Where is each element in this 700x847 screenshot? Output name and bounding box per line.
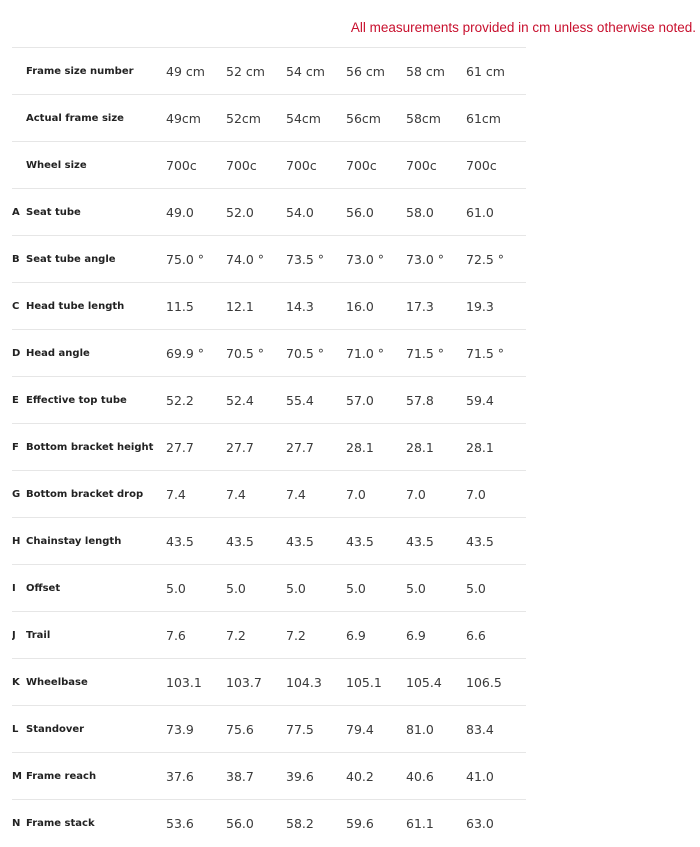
row-value: 7.0: [466, 471, 526, 518]
row-value: 41.0: [466, 753, 526, 800]
row-value: 73.0 °: [346, 236, 406, 283]
row-value: 7.6: [166, 612, 226, 659]
table-row: [12, 471, 526, 518]
row-value: 61cm: [466, 95, 526, 142]
table-row: [12, 659, 526, 706]
row-value: 61.1: [406, 800, 466, 847]
row-value: 106.5: [466, 659, 526, 706]
row-value: 70.5 °: [226, 330, 286, 377]
table-row: [12, 377, 526, 424]
row-letter: [12, 142, 26, 189]
row-label: Trail: [26, 612, 166, 659]
units-note: All measurements provided in cm unless otherwise noted.: [350, 20, 696, 35]
row-value: 70.5 °: [286, 330, 346, 377]
table-row: [12, 800, 526, 847]
row-value: 103.7: [226, 659, 286, 706]
row-value: 56cm: [346, 95, 406, 142]
row-value: 7.4: [226, 471, 286, 518]
row-value: 54.0: [286, 189, 346, 236]
row-value: 7.4: [286, 471, 346, 518]
row-value: 11.5: [166, 283, 226, 330]
row-value: 14.3: [286, 283, 346, 330]
table-row: [12, 95, 526, 142]
row-value: 43.5: [466, 518, 526, 565]
row-letter: B: [12, 236, 26, 283]
row-value: 43.5: [166, 518, 226, 565]
row-value: 6.6: [466, 612, 526, 659]
row-value: 103.1: [166, 659, 226, 706]
row-letter: F: [12, 424, 26, 471]
row-value: 61.0: [466, 189, 526, 236]
row-value: 71.0 °: [346, 330, 406, 377]
row-letter: M: [12, 753, 26, 800]
row-label: Frame stack: [26, 800, 166, 847]
row-value: 12.1: [226, 283, 286, 330]
row-value: 58cm: [406, 95, 466, 142]
row-label: Bottom bracket height: [26, 424, 166, 471]
row-label: Standover: [26, 706, 166, 753]
table-row: [12, 236, 526, 283]
row-value: 52.4: [226, 377, 286, 424]
table-row: [12, 753, 526, 800]
row-value: 5.0: [286, 565, 346, 612]
row-value: 61 cm: [466, 48, 526, 95]
row-value: 40.6: [406, 753, 466, 800]
row-value: 49 cm: [166, 48, 226, 95]
row-value: 700c: [346, 142, 406, 189]
row-value: 40.2: [346, 753, 406, 800]
row-value: 55.4: [286, 377, 346, 424]
row-value: 49.0: [166, 189, 226, 236]
row-letter: J: [12, 612, 26, 659]
row-value: 52cm: [226, 95, 286, 142]
row-value: 79.4: [346, 706, 406, 753]
row-value: 700c: [286, 142, 346, 189]
row-value: 59.6: [346, 800, 406, 847]
row-value: 28.1: [466, 424, 526, 471]
row-value: 73.0 °: [406, 236, 466, 283]
row-value: 72.5 °: [466, 236, 526, 283]
row-value: 7.2: [286, 612, 346, 659]
row-value: 700c: [406, 142, 466, 189]
row-value: 6.9: [406, 612, 466, 659]
row-value: 43.5: [286, 518, 346, 565]
row-value: 75.6: [226, 706, 286, 753]
row-value: 105.1: [346, 659, 406, 706]
geometry-table-body: [12, 48, 526, 847]
row-value: 81.0: [406, 706, 466, 753]
row-value: 59.4: [466, 377, 526, 424]
row-letter: C: [12, 283, 26, 330]
row-value: 19.3: [466, 283, 526, 330]
row-value: 83.4: [466, 706, 526, 753]
row-value: 71.5 °: [406, 330, 466, 377]
row-value: 5.0: [346, 565, 406, 612]
row-label: Frame size number: [26, 48, 166, 95]
row-label: Effective top tube: [26, 377, 166, 424]
row-label: Wheel size: [26, 142, 166, 189]
row-value: 38.7: [226, 753, 286, 800]
row-value: 105.4: [406, 659, 466, 706]
row-value: 7.0: [346, 471, 406, 518]
table-row: [12, 142, 526, 189]
row-value: 57.0: [346, 377, 406, 424]
table-row: [12, 330, 526, 377]
row-value: 6.9: [346, 612, 406, 659]
table-row: [12, 612, 526, 659]
row-value: 58 cm: [406, 48, 466, 95]
row-value: 17.3: [406, 283, 466, 330]
row-value: 27.7: [226, 424, 286, 471]
row-value: 54 cm: [286, 48, 346, 95]
row-letter: [12, 95, 26, 142]
row-letter: [12, 48, 26, 95]
row-value: 7.2: [226, 612, 286, 659]
row-value: 53.6: [166, 800, 226, 847]
row-value: 5.0: [406, 565, 466, 612]
row-value: 49cm: [166, 95, 226, 142]
row-value: 58.2: [286, 800, 346, 847]
row-value: 52.2: [166, 377, 226, 424]
row-value: 63.0: [466, 800, 526, 847]
row-value: 57.8: [406, 377, 466, 424]
row-value: 54cm: [286, 95, 346, 142]
row-label: Head tube length: [26, 283, 166, 330]
row-label: Chainstay length: [26, 518, 166, 565]
row-value: 69.9 °: [166, 330, 226, 377]
row-letter: D: [12, 330, 26, 377]
row-value: 28.1: [346, 424, 406, 471]
table-row: [12, 48, 526, 95]
row-letter: E: [12, 377, 26, 424]
table-row: [12, 424, 526, 471]
row-letter: H: [12, 518, 26, 565]
row-value: 28.1: [406, 424, 466, 471]
row-value: 77.5: [286, 706, 346, 753]
row-value: 5.0: [466, 565, 526, 612]
row-value: 52.0: [226, 189, 286, 236]
row-value: 700c: [166, 142, 226, 189]
row-value: 73.5 °: [286, 236, 346, 283]
table-row: [12, 189, 526, 236]
row-value: 104.3: [286, 659, 346, 706]
row-label: Bottom bracket drop: [26, 471, 166, 518]
row-value: 75.0 °: [166, 236, 226, 283]
row-label: Actual frame size: [26, 95, 166, 142]
row-letter: G: [12, 471, 26, 518]
row-value: 56.0: [346, 189, 406, 236]
row-value: 37.6: [166, 753, 226, 800]
row-letter: L: [12, 706, 26, 753]
row-letter: K: [12, 659, 26, 706]
table-row: [12, 706, 526, 753]
row-value: 5.0: [226, 565, 286, 612]
row-value: 27.7: [286, 424, 346, 471]
row-value: 27.7: [166, 424, 226, 471]
row-value: 56.0: [226, 800, 286, 847]
row-letter: N: [12, 800, 26, 847]
row-value: 58.0: [406, 189, 466, 236]
row-value: 39.6: [286, 753, 346, 800]
row-value: 43.5: [346, 518, 406, 565]
table-row: [12, 565, 526, 612]
row-value: 700c: [226, 142, 286, 189]
table-row: [12, 518, 526, 565]
row-label: Seat tube angle: [26, 236, 166, 283]
row-label: Offset: [26, 565, 166, 612]
table-row: [12, 283, 526, 330]
geometry-table: [12, 47, 526, 847]
row-value: 73.9: [166, 706, 226, 753]
row-value: 700c: [466, 142, 526, 189]
row-letter: I: [12, 565, 26, 612]
row-value: 52 cm: [226, 48, 286, 95]
row-label: Seat tube: [26, 189, 166, 236]
row-value: 5.0: [166, 565, 226, 612]
row-value: 7.4: [166, 471, 226, 518]
row-value: 16.0: [346, 283, 406, 330]
row-value: 71.5 °: [466, 330, 526, 377]
row-letter: A: [12, 189, 26, 236]
row-value: 56 cm: [346, 48, 406, 95]
row-label: Wheelbase: [26, 659, 166, 706]
row-label: Frame reach: [26, 753, 166, 800]
row-value: 7.0: [406, 471, 466, 518]
row-value: 74.0 °: [226, 236, 286, 283]
row-label: Head angle: [26, 330, 166, 377]
row-value: 43.5: [226, 518, 286, 565]
row-value: 43.5: [406, 518, 466, 565]
